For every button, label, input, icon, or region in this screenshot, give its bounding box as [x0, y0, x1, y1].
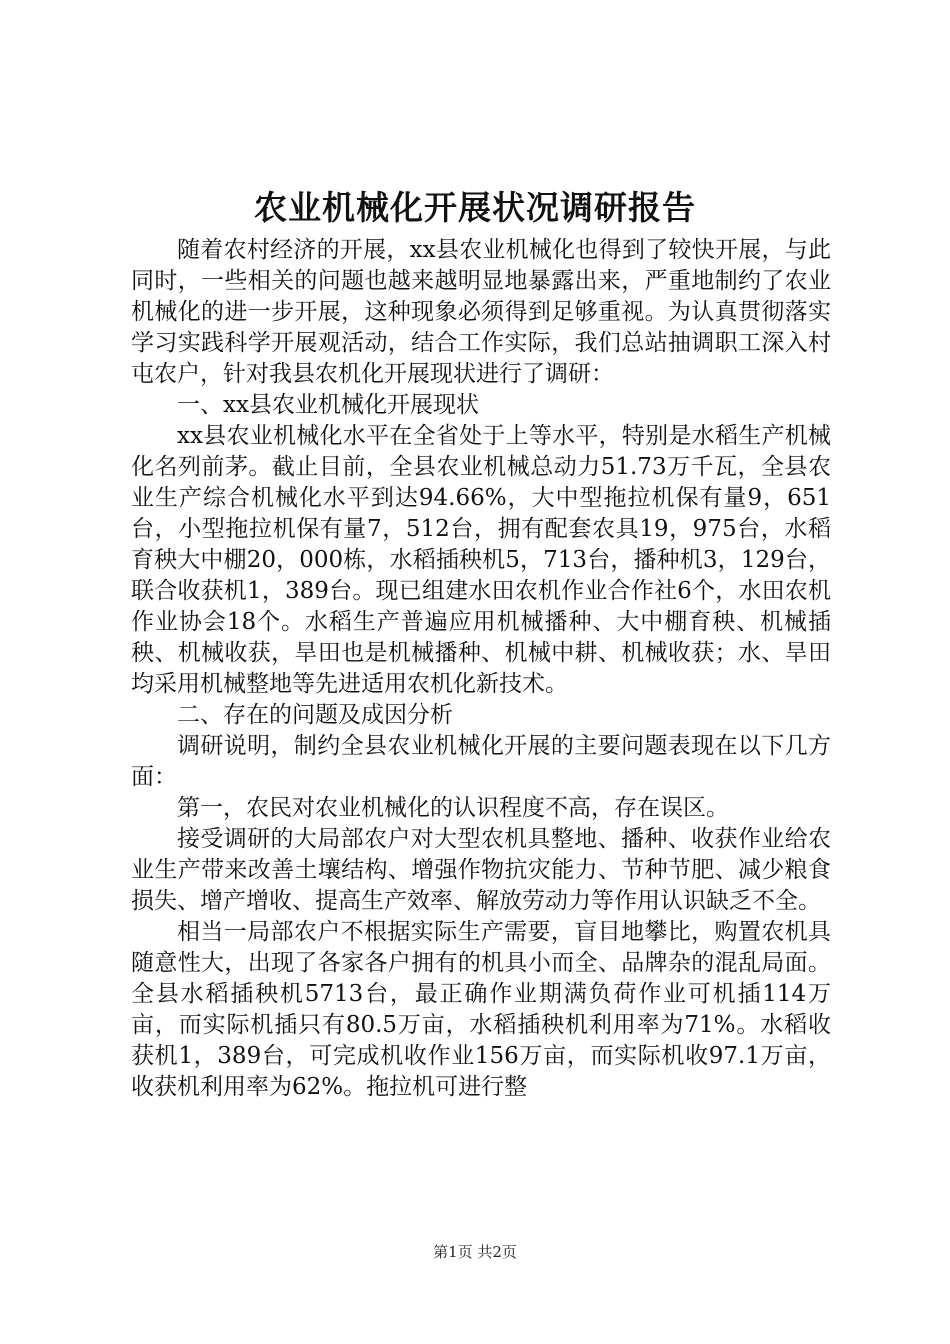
- document-body: [131, 235, 831, 1103]
- section-heading-2: 二、存在的问题及成因分析: [177, 702, 453, 728]
- problem-1-paragraph: 接受调研的大局部农户对大型农机具整地、播种、收获作业给农业生产带来改善土壤结构、增强作物抗灾能力、节种节肥、减少粮食损失、增产增收、提高生产效率、解放劳动力等作用认识缺乏不全。: [131, 826, 831, 914]
- problem-1-heading: 第一，农民对农业机械化的认识程度不高，存在误区。: [177, 795, 729, 821]
- section-heading-1: 一、xx县农业机械化开展现状: [177, 392, 479, 418]
- intro-paragraph: 随着农村经济的开展，xx县农业机械化也得到了较快开展，与此同时，一些相关的问题也越来越明显地暴露出来，严重地制约了农业机械化的进一步开展，这种现象必须得到足够重视。为认真贯彻落实学习实践科学开展观活动，结合工作实际，我们总站抽调职工深入村屯农户，针对我县农机化开展现状进行了调研：: [131, 237, 831, 387]
- page-title: 农业机械化开展状况调研报告: [254, 188, 696, 227]
- status-paragraph: xx县农业机械化水平在全省处于上等水平，特别是水稻生产机械化名列前茅。截止目前，全县农业机械总动力51.73万千瓦，全县农业生产综合机械化水平到达94.66%，大中型拖拉机保有量9，651台，小型拖拉机保有量7，512台，拥有配套农具19，975台，水稻育秧大中棚20，000栋，水稻插秧机5，713台，播种机3，129台，联合收获机1，389台。现已组建水田农机作业合作社6个，水田农机作业协会18个。水稻生产普遍应用机械播种、大中棚育秧、机械插秧、机械收获，旱田也是机械播种、机械中耕、机械收获；水、旱田均采用机械整地等先进适用农机化新技术。: [131, 423, 831, 697]
- problems-intro-paragraph: 调研说明，制约全县农业机械化开展的主要问题表现在以下几方面：: [131, 733, 831, 790]
- problem-1-detail-paragraph: 相当一局部农户不根据实际生产需要，盲目地攀比，购置农机具随意性大，出现了各家各户拥有的机具小而全、品牌杂的混乱局面。全县水稻插秧机5713台，最正确作业期满负荷作业可机插114万亩，而实际机插只有80.5万亩，水稻插秧机利用率为71%。水稻收获机1，389台，可完成机收作业156万亩，而实际机收97.1万亩，收获机利用率为62%。拖拉机可进行整: [131, 919, 831, 1100]
- page-number: 第1页 共2页: [433, 1243, 517, 1261]
